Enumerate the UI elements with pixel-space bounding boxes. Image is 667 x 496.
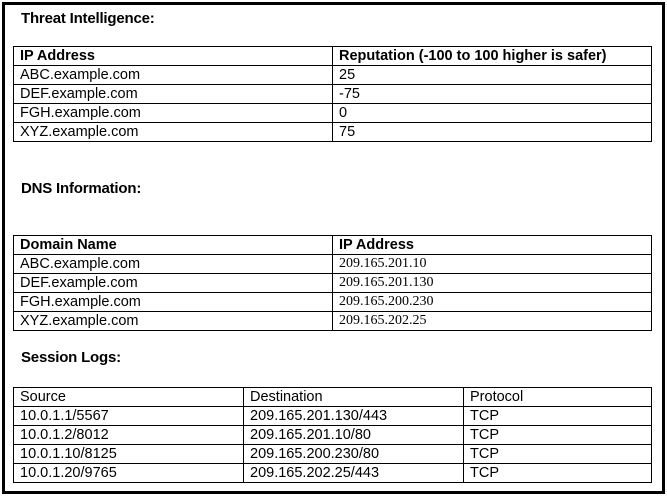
- table-row: [14, 85, 652, 104]
- column-header-protocol: Protocol: [464, 388, 652, 407]
- column-header-ip-address: IP Address: [14, 47, 333, 66]
- domain-cell: ABC.example.com: [14, 66, 333, 85]
- reputation-cell: 0: [333, 104, 652, 123]
- dns-information-heading: DNS Information:: [21, 180, 142, 197]
- table-row: [14, 255, 652, 274]
- reputation-cell: 75: [333, 123, 652, 142]
- column-header-reputation: Reputation (-100 to 100 higher is safer): [333, 47, 652, 66]
- table-row: [14, 407, 652, 426]
- source-cell: 10.0.1.2/8012: [14, 426, 244, 445]
- protocol-cell: TCP: [464, 445, 652, 464]
- destination-cell: 209.165.201.10/80: [244, 426, 464, 445]
- domain-cell: FGH.example.com: [14, 293, 333, 312]
- threat-intelligence-heading: Threat Intelligence:: [21, 10, 155, 27]
- reputation-cell: 25: [333, 66, 652, 85]
- column-header-source: Source: [14, 388, 244, 407]
- ip-address-cell: 209.165.201.130: [333, 274, 652, 293]
- dns-information-table: [13, 235, 652, 331]
- destination-cell: 209.165.202.25/443: [244, 464, 464, 483]
- table-header-row: [14, 47, 652, 66]
- table-row: [14, 464, 652, 483]
- ip-address-cell: 209.165.201.10: [333, 255, 652, 274]
- reputation-cell: -75: [333, 85, 652, 104]
- domain-cell: DEF.example.com: [14, 274, 333, 293]
- session-logs-heading: Session Logs:: [21, 349, 121, 366]
- table-row: [14, 312, 652, 331]
- column-header-ip-address: IP Address: [333, 236, 652, 255]
- protocol-cell: TCP: [464, 464, 652, 483]
- destination-cell: 209.165.200.230/80: [244, 445, 464, 464]
- table-row: [14, 66, 652, 85]
- column-header-destination: Destination: [244, 388, 464, 407]
- session-logs-table: [13, 387, 652, 483]
- ip-address-cell: 209.165.200.230: [333, 293, 652, 312]
- threat-intelligence-table: [13, 46, 652, 142]
- table-header-row: [14, 236, 652, 255]
- table-row: [14, 123, 652, 142]
- table-row: [14, 426, 652, 445]
- domain-cell: FGH.example.com: [14, 104, 333, 123]
- table-header-row: [14, 388, 652, 407]
- source-cell: 10.0.1.20/9765: [14, 464, 244, 483]
- table-row: [14, 445, 652, 464]
- source-cell: 10.0.1.10/8125: [14, 445, 244, 464]
- ip-address-cell: 209.165.202.25: [333, 312, 652, 331]
- table-row: [14, 274, 652, 293]
- column-header-domain-name: Domain Name: [14, 236, 333, 255]
- domain-cell: XYZ.example.com: [14, 123, 333, 142]
- protocol-cell: TCP: [464, 426, 652, 445]
- domain-cell: DEF.example.com: [14, 85, 333, 104]
- destination-cell: 209.165.201.130/443: [244, 407, 464, 426]
- domain-cell: XYZ.example.com: [14, 312, 333, 331]
- table-row: [14, 293, 652, 312]
- table-row: [14, 104, 652, 123]
- domain-cell: ABC.example.com: [14, 255, 333, 274]
- source-cell: 10.0.1.1/5567: [14, 407, 244, 426]
- protocol-cell: TCP: [464, 407, 652, 426]
